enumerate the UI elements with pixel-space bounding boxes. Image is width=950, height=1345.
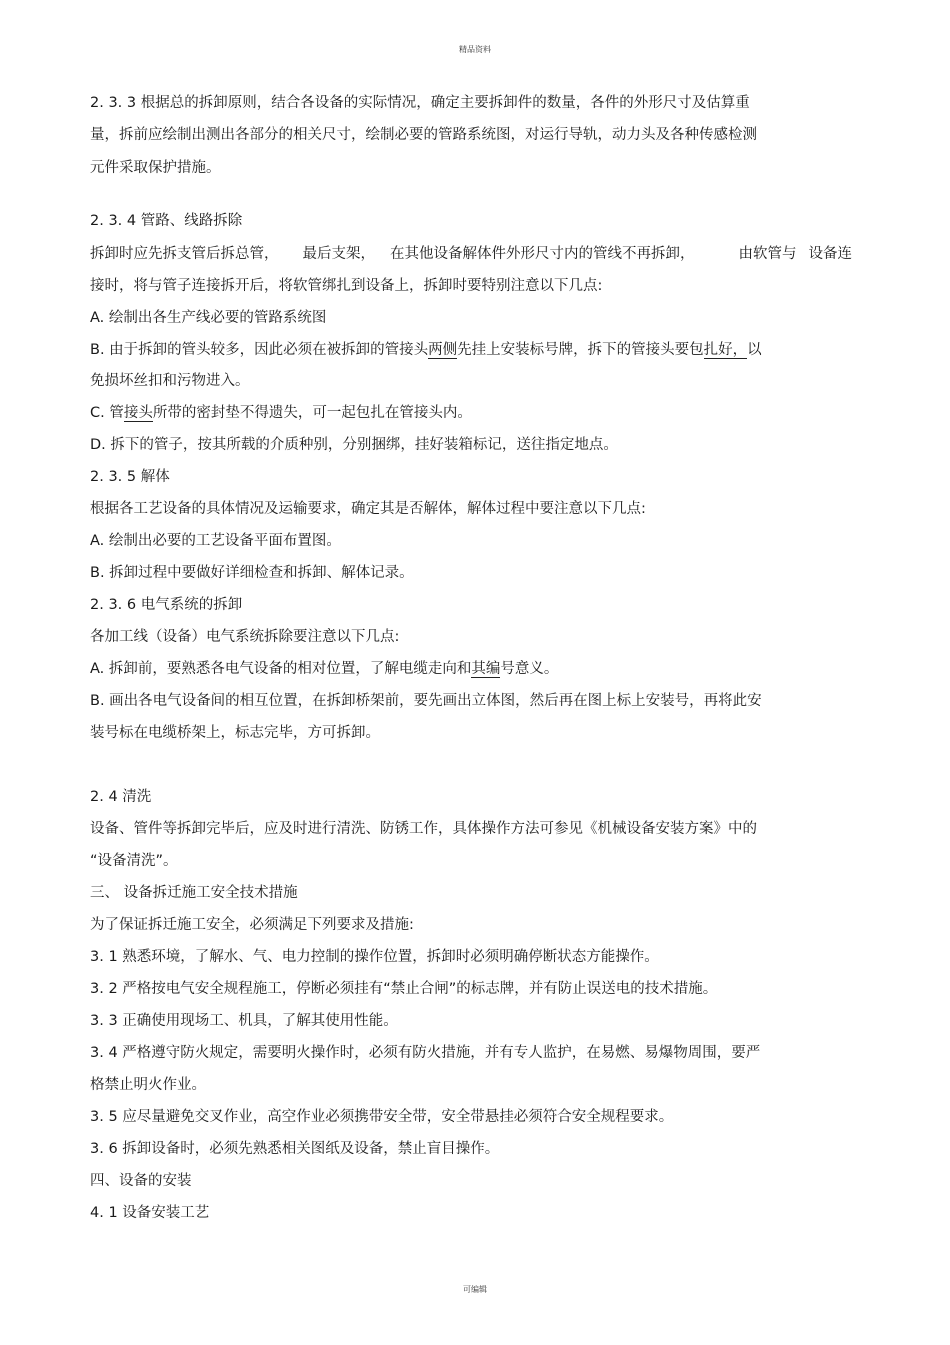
text-line: [90, 659, 558, 679]
text-segment: 设备连: [808, 246, 852, 262]
text-line: 三、 设备拆迁施工安全技术措施: [90, 885, 298, 901]
text-segment: 以: [747, 342, 762, 358]
page-header: 精品资料: [459, 45, 491, 54]
text-line: B. 拆卸过程中要做好详细检查和拆卸、解体记录。: [90, 565, 414, 581]
text-line: 接时，将与管子连接拆开后，将软管绑扎到设备上，拆卸时要特别注意以下几点:: [90, 278, 603, 294]
text-line: 3. 3 正确使用现场工、机具，了解其使用性能。: [90, 1013, 398, 1029]
text-line: 2. 3. 6 电气系统的拆卸: [90, 597, 243, 613]
text-line: 2. 3. 5 解体: [90, 469, 170, 485]
text-line: 3. 5 应尽量避免交叉作业，高空作业必须携带安全带，安全带悬挂必须符合安全规程要求。: [90, 1109, 674, 1125]
text-line: 3. 4 严格遵守防火规定，需要明火操作时，必须有防火措施，并有专人监护，在易燃、易爆物周围，要严: [90, 1045, 761, 1061]
text-line: 免损坏丝扣和污物进入。: [90, 373, 250, 389]
text-line: [90, 244, 852, 264]
text-segment: 拆卸时应先拆支管后拆总管，: [90, 246, 279, 262]
text-line: [90, 403, 472, 423]
text-line: A. 绘制出必要的工艺设备平面布置图。: [90, 533, 341, 549]
text-line: 量，拆前应绘制出测出各部分的相关尺寸，绘制必要的管路系统图，对运行导轨，动力头及各种传感检测: [90, 127, 757, 143]
text-line: 格禁止明火作业。: [90, 1077, 206, 1093]
text-line: D. 拆下的管子，按其所载的介质种别，分别捆绑，挂好装箱标记，送往指定地点。: [90, 437, 618, 453]
text-line: 2. 4 清洗: [90, 789, 152, 805]
text-line: B. 画出各电气设备间的相互位置，在拆卸桥架前，要先画出立体图，然后再在图上标上安装号，再将此安: [90, 693, 762, 709]
text-line: 四、设备的安装: [90, 1173, 192, 1189]
text-line: “设备清洗”。: [90, 853, 178, 869]
text-line: 3. 6 拆卸设备时，必须先熟悉相关图纸及设备，禁止盲目操作。: [90, 1141, 500, 1157]
text-line: 2. 3. 4 管路、线路拆除: [90, 213, 243, 229]
text-segment: B. 由于拆卸的管头较多，因此必须在被拆卸的管接头: [90, 342, 429, 358]
text-segment: 号意义。: [500, 661, 559, 677]
text-line: 2. 3. 3 根据总的拆卸原则，结合各设备的实际情况，确定主要拆卸件的数量，各件的外形尺寸及估算重: [90, 95, 750, 111]
text-segment: 在其他设备解体件外形尺寸内的管线不再拆卸，: [390, 246, 695, 262]
text-line: 根据各工艺设备的具体情况及运输要求，确定其是否解体，解体过程中要注意以下几点:: [90, 501, 646, 517]
text-segment: 最后支架，: [302, 246, 375, 262]
underlined-text: 其编: [471, 661, 501, 677]
text-line: 为了保证拆迁施工安全，必须满足下列要求及措施:: [90, 917, 414, 933]
text-line: A. 绘制出各生产线必要的管路系统图: [90, 310, 327, 326]
text-line: 3. 2 严格按电气安全规程施工，停断必须挂有“禁止合闸”的标志牌，并有防止误送电的技术措施。: [90, 981, 718, 997]
text-line: 设备、管件等拆卸完毕后，应及时进行清洗、防锈工作，具体操作方法可参见《机械设备安装方案》中的: [90, 821, 757, 837]
text-line: 4. 1 设备安装工艺: [90, 1205, 210, 1221]
underlined-text: 接头: [123, 405, 153, 421]
text-line: 各加工线（设备）电气系统拆除要注意以下几点:: [90, 629, 400, 645]
text-segment: C. 管: [90, 405, 124, 421]
text-segment: 由软管与: [738, 246, 797, 262]
text-line: 装号标在电缆桥架上，标志完毕，方可拆卸。: [90, 725, 380, 741]
text-segment: 先挂上安装标号牌，拆下的管接头要包: [457, 342, 704, 358]
text-segment: A. 拆卸前，要熟悉各电气设备的相对位置，了解电缆走向和: [90, 661, 472, 677]
underlined-text: 两侧: [428, 342, 458, 358]
text-line: 元件采取保护措施。: [90, 160, 221, 176]
underlined-text: 扎好，: [703, 342, 748, 358]
text-line: 3. 1 熟悉环境，了解水、气、电力控制的操作位置，拆卸时必须明确停断状态方能操作。: [90, 949, 659, 965]
page-footer: 可编辑: [463, 1285, 487, 1294]
text-segment: 所带的密封垫不得遗失，可一起包扎在管接头内。: [152, 405, 472, 421]
text-line: [90, 340, 762, 360]
